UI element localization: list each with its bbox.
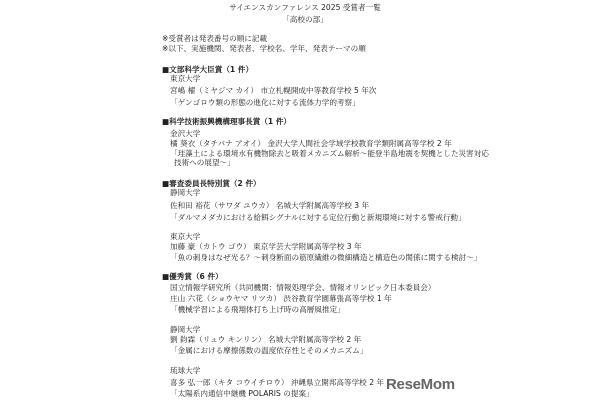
entry-org: 静岡大学 <box>170 325 201 334</box>
entry-presenter: 喜多 弘一郎（キタ コウイチロウ） 沖縄県立開邦高等学校 2 年 <box>170 378 385 387</box>
entry-theme: 「機械学習による飛翔体打ち上げ時の高層風推定」 <box>170 305 345 314</box>
document-subtitle: 「高校の部」 <box>282 15 328 24</box>
section-heading: ■審査委員長特別賞（2 件） <box>162 179 261 188</box>
resemom-logo: ReseMom <box>386 376 455 393</box>
entry-presenter: 劉 鈞霖（リュウ キンリン） 名城大学附属高等学校 2 年 <box>170 335 362 344</box>
document-title: サイエンスカンファレンス 2025 受賞者一覧 <box>229 3 381 12</box>
entry-org: 静岡大学 <box>170 188 201 197</box>
entry-theme: 「珪藻土による環境水有機物除去と吸着メカニズム解析～能登半島地震を契機とした災害対応 <box>170 149 489 158</box>
entry-theme: 技術への展望～」 <box>174 158 235 167</box>
entry-org: 東京大学 <box>170 232 201 241</box>
entry-theme: 「太陽系内通信中継機 POLARIS の提案」 <box>170 389 314 398</box>
section-heading: ■文部科学大臣賞（1 件） <box>162 65 254 74</box>
entry-theme: 「魚の刺身はなぜ光る？～刺身断面の筋原繊維の微細構造と構造色の関係に関する検討～」 <box>170 253 482 262</box>
entry-presenter: 加藤 豪（カトウ ゴウ） 東京学芸大学附属高等学校 3 年 <box>170 242 362 251</box>
entry-theme: 「ダルマメダカにおける給餌シグナルに対する定位行動と新規環境に対する警戒行動」 <box>170 213 466 222</box>
entry-theme: 「金属における摩擦係数の温度依存性とそのメカニズム」 <box>170 346 368 355</box>
entry-presenter: 佐和田 裕花（サワダ ユウカ） 名城大学附属高等学校 3 年 <box>170 201 370 210</box>
entry-org: 国立情報学研究所（共同機関：情報処理学会、情報オリンピック日本委員会） <box>170 283 436 292</box>
entry-org: 金沢大学 <box>170 129 201 138</box>
entry-org: 琉球大学 <box>170 366 201 375</box>
entry-org: 東京大学 <box>170 74 201 83</box>
note: ※受賞者は発表番号の順に記載 <box>162 34 268 43</box>
entry-theme: 「ゲンゴロウ類の形態の進化に対する流体力学的考察」 <box>170 98 360 107</box>
entry-presenter: 庄山 六花（ショウヤマ リツカ） 渋谷教育学園幕張高等学校 1 年 <box>170 294 392 303</box>
section-heading: ■優秀賞（6 件） <box>162 272 223 281</box>
entry-presenter: 宮嶋 櫂（ミヤジマ カイ） 市立札幌開成中等教育学校 5 年次 <box>170 86 377 95</box>
entry-presenter: 橘 葵衣（タチバナ アオイ） 金沢大学人間社会学域学校教育学類附属高等学校 2 年 <box>170 139 452 148</box>
note: ※以下、実施機関、発表者、学校名、学年、発表テーマの順 <box>162 44 366 53</box>
section-heading: ■科学技術振興機構理事長賞（1 件） <box>162 117 292 126</box>
